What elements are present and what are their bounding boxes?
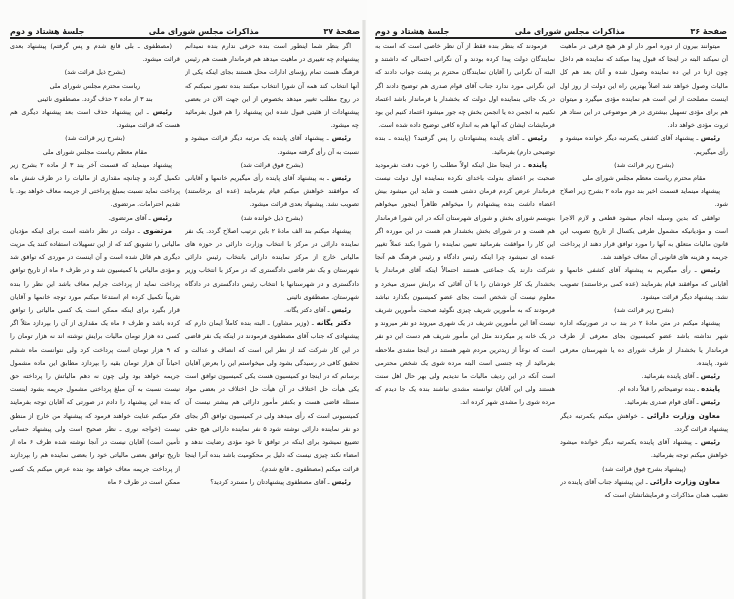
text-column-right [185, 40, 359, 577]
speaker-name: رئیس [700, 372, 720, 381]
speaker-paragraph [185, 317, 359, 475]
speaker-name: پاینده [528, 160, 547, 169]
speaker-paragraph [185, 172, 359, 212]
bracketed-note: بند ۳ از ماده ۲ حذف گردد. مصطفوی نائینی [37, 94, 153, 103]
speaker-paragraph [185, 476, 359, 489]
bracketed-note: (بشرح ذیل خوانده شد) [241, 213, 303, 222]
speaker-paragraph [375, 159, 555, 410]
speaker-separator: ـ [694, 372, 701, 381]
speech-text: (وزیر مشاور) ـ البته بنده کاملاً ایمان دارم که پیشنهادی که جناب آقای مصطفوی فرمودند در اینکه یک نفر قاضی در این کار شرکت کند از نظر این است که انصاف و عدالت و تحقیق کافی در رسیدگی بشود ولی میخواستم این را بعرض آقایان برسانم که در اینجا دو کمیسیون هست یکی کمیسیون توافق است یکی هیأت حل اختلاف در آن هیأت حل اختلاف در بعضی مواد مسئله قاضی هست و بکنفر مأمور دارائی هم بیشتر نیست آن کمیسیونی است که رأی میدهد ولی در کمیسیون توافق اگر بجای دو نفر نماینده دارائی نوشته شود ۵ نفر نماینده دارائی هیچ حقی تضییع نمیشود برای اینکه در توافق تا خود مؤدی رضایت ندهد و امضاء نکند چیزی نیست که دلیل بر محکومیت باشد بنده آنرا اینجا قرائت میکنم (مصطفوی ـ قانع شدم). [185, 319, 359, 473]
session-label: جلسهٔ هشتاد و دوم [375, 27, 450, 36]
speaker-separator: ـ [323, 134, 332, 143]
speech-text: پیشنهاد آقای پاینده یکمرتبه دیگر خوانده میشود خواهش میکنم توجه بفرمائید. [560, 438, 728, 460]
speaker-separator: ـ [146, 213, 153, 222]
speaker-paragraph [10, 106, 180, 132]
speech-text: خواهش میکنم یکمرتبه دیگر پیشنهاد قرائت گردد. [560, 411, 728, 433]
bracketed-note: (بشرح زیر قرائت شد) [614, 160, 674, 169]
bracketed-note: (پیشنهاد بشرح فوق قرائت شد) [602, 464, 686, 473]
page-header [375, 22, 727, 39]
page-header [10, 22, 360, 39]
speaker-name: دکتر یگانه [316, 319, 352, 328]
speaker-name: رئیس [331, 477, 351, 486]
speaker-paragraph [560, 370, 728, 383]
bracketed-note: مقام معظم ریاست مجلس شورای ملی [42, 147, 148, 156]
text-column-left [375, 40, 555, 577]
bracketed-note: (بشرح زیر قرائت شد) [65, 134, 125, 143]
speaker-paragraph [560, 436, 728, 462]
body-paragraph: پیشنهاد مینماید که قسمت آخر بند ۳ از ماده ۲ بشرح زیر تکمیل گردد و چنانچه مقداری از مالیات را در ظرف شش ماه پرداخت نماید نسبت بمبلغ پرداختی از جریمه معاف خواهد بود. با تقدیم احترامات. مرتضوی. [10, 160, 180, 209]
speaker-separator: ـ [309, 319, 317, 328]
speaker-name: رئیس [700, 438, 721, 447]
speech-text: آقای قوام صدری بفرمائید. [624, 398, 695, 407]
speech-text: آقای پاینده بفرمائید. [641, 372, 695, 381]
text-column-left [10, 40, 180, 577]
book-gutter [362, 20, 366, 599]
speaker-separator: ـ [520, 160, 529, 169]
page-36 [367, 0, 734, 599]
speaker-paragraph [560, 264, 728, 304]
speaker-name: معاون وزارت دارائی [646, 411, 721, 420]
speaker-separator: ـ [694, 398, 701, 407]
speaker-paragraph [185, 304, 359, 317]
body-paragraph: پیشنهاد میکنم بند الف مادهٔ ۲ باین ترتیب اصلاح گردد. یک نفر نماینده دارائی در مرکز با انتخاب وزارت دارائی در حوزه های مالیاتی خارج از مرکز نماینده دارائی بانتخاب رئیس دارائی شهرستان و یک نفر قاضی دادگستری که در مرکز با انتخاب وزیر دادگستری و در شهرستانها با انتخاب رئیس دادگستری در دادگاه شهرستان. مصطفوی نائینی [185, 226, 359, 301]
bracketed-note: (بشرح ذیل قرائت شد) [64, 68, 126, 77]
session-label: جلسهٔ هشتاد و دوم [10, 27, 85, 36]
publication-title: مذاکرات مجلس شورای ملی [514, 27, 625, 36]
body-paragraph: (مصطفوی ـ بلی قانع شدم و پس گرفتم) پیشنهاد بعدی قرائت میشود. [10, 42, 180, 64]
speech-text: پیشنهاد آقای پاینده یک مرتبه دیگر قرائت میشود و نسبت به آن رأی گرفته میشود. [185, 134, 359, 156]
speaker-paragraph [560, 396, 728, 409]
speaker-name: رئیس [527, 134, 547, 143]
speaker-name: معاون وزارت دارائی [649, 477, 721, 486]
speaker-separator: ـ [134, 226, 143, 235]
body-paragraph: اگر بنظر شما اینطور است بنده حرفی ندارم بنده نمیدانم پیشنهادم چه تغییری در ماهیت میدهد هم فرماندار هست هم رئیس فرهنگ هست تمام رؤسای ادارات محل هستند بجای اینکه یکی از آنها انتخاب کند همه آن شورا انتخاب میکنند بنده تصور نمیکنم که در روح مطلب تغییر میدهد بخصوص از این جهت الان در بعضی پیشنهادات از هئیتی قبول شده این پیشنهاد را هم قبول بفرمائید چه میشود. [185, 42, 359, 130]
body-paragraph: پیشنهاد میکنم در متن مادهٔ ۲ در بند ب در صورتیکه اداره شهر نداشته باشد عضو کمیسیون بجای معرفی از طرف فرماندار یا بخشدار از طرف شورای ده یا شهرستان معرفی شود. پاینده. [560, 319, 728, 367]
speaker-paragraph [560, 410, 728, 436]
speech-text: بنده توضیحاتم را قبلاً داده ام. [617, 385, 696, 394]
bracketed-note: (بشرح زیر قرائت شد) [614, 306, 674, 315]
speaker-name: مرتضوی [142, 226, 172, 235]
body-paragraph: پیشنهاد مینماید قسمت اخیر بند دوم ماده ۲ بشرح زیر اصلاح شود. [560, 187, 728, 209]
speech-text: دولت در نظر داشته است برای اینکه مؤدیان مالیاتی را تشویق کند که از این تسهیلات استفاده کنند یک مزیت دیگری هم قائل شده است و آن اینست در موردی که توافق شد و مؤدی مالیاتی با کمیسیون شد و در ظرف ۶ ماه از تاریخ توافق پرداخت نماید از پرداخت جرایم معاف باشد این نظر را بنده تقریباً تکمیل کرده ام استدعا میکنم مورد توجه خانمها و آقایان قرار بگیرد برای اینکه ممکن است یک کسی مالیاتی را توافق کرده باشد و ظرف ۶ ماه یک مقداری از آن را بپردازد مثلاً اگر کسی ده هزار تومان مالیات برایش نوشته اند نه هزار تومان را که ۹ هزار تومان است پرداخت کرد ولی نتوانست ماه ششم احیاناً آن هزار تومان بقیه را بپردازد مطابق این ماده مشمول جریمه خواهد بود ولی چون نه دهم مالیاتش را پرداخته حق نیست نسبت به آن مبلغ پرداختی مشمول جریمه بشود اینست که بنده این پیشنهاد را دادم در صورتی که آقایان توجه بفرمایند فکر میکنم عنایت خواهند فرمود که پیشنهاد من خارج از منطق نیست (خواجه نوری ـ نظر صحیح است ولی پیشنهاد حسابی تأمین است) آقایان نیست در آنجا نوشته شده ظرف ۶ ماه از تاریخ توافق بعضی مالیاتی خود را بعضی نماینده هم را بپردازند از پرداخت جریمه معاف خواهد بود بنده عرض میکنم یک کسی ممکن است در ظرف ۶ ماه [10, 226, 180, 486]
speaker-name: رئیس [700, 134, 721, 143]
speech-text: آقای مرتضوی. [108, 213, 147, 222]
speaker-separator: ـ [325, 477, 332, 486]
speaker-name: پاینده [701, 385, 720, 394]
speaker-separator: ـ [695, 385, 702, 394]
speech-text: آقای دکتر یگانه. [283, 306, 326, 315]
speaker-name: رئیس [152, 108, 172, 117]
speech-text: به پیشنهاد آقای پاینده رأی میگیریم خانمها و آقایانی که موافقند خواهش میکنم قیام بفرمایند (عده ای برخاستند) تصویب نشد. پیشنهاد بعدی قرائت میشود. [185, 174, 359, 209]
speaker-separator: ـ [519, 134, 528, 143]
speaker-separator: ـ [693, 134, 701, 143]
speaker-name: رئیس [700, 266, 720, 275]
speaker-paragraph [560, 383, 728, 396]
publication-title: مذاکرات مجلس شورای ملی [148, 27, 259, 36]
speech-text: آقای مصطفوی پیشنهادتان را مسترد کردید؟ [210, 477, 326, 486]
speech-text: این پیشنهاد جناب آقای پاینده در تعقیب همان مذاکرات و فرمایشاتشان است که [560, 477, 728, 499]
body-paragraph: میتوانند بیرون از دوره امور دار او هر هیچ فرقی در ماهیت آن نمیکند البته در اینجا که قبول پیدا میکند که نماینده هم داخل چون ازنا در این ده نماینده وصول شده و آنان بعد هم کل مالیات وصول خواهد شد اصلاً بهترین راه این دولت از روز اول اینست مصلحت از این است هم نماینده مؤدی میگیرد و میتوان هم برای مؤدی تسهیل بیشتری در هر موضوعی در این ستاد هر ثروت مؤدی خواهد داد. [560, 42, 728, 130]
speaker-paragraph [560, 132, 728, 158]
speaker-name: رئیس [331, 134, 351, 143]
speaker-name: رئیس [331, 306, 351, 315]
bracketed-note: (بشرح فوق قرائت شد) [240, 160, 304, 169]
text-column-right [560, 40, 728, 577]
speech-text: آقای پاینده پیشنهادتان را پس گرفتید؟ (پاینده ـ بنده توضیحی دارم) بفرمائید. [375, 134, 555, 156]
speech-text: این پیشنهاد حذف است بعد پیشنهاد دیگری هم هست که قرائت میشود. [10, 108, 180, 130]
bracketed-note: مقام محترم ریاست معظم مجلس شورای ملی [582, 174, 706, 183]
speaker-separator: ـ [637, 411, 647, 420]
page-number: صفحهٔ ۳۶ [690, 27, 727, 36]
speaker-paragraph [560, 476, 728, 502]
speech-text: پیشنهاد آقای کشفی یکمرتبه دیگر خوانده میشود و رأی میگیریم. [560, 134, 728, 156]
speech-text: در اینجا مثل اینکه اولاً مطلب را خوب دقت نفرمودید صحبت بر اعضای بدولت باخدای نکرده بنماینده اول دولت نیست فرماندار عرض کردم فرمان دشتی هست و شاید این میشود بیش اعضاء داشت بنده پیشنهادم را میخواهم ظاهراً اینجور میخواهم بنویسم شورای بخش و شورای شهرستان آنکه در این شورا فرماندار هم هست و در شورای بخش بخشدار هم هست در این مورده اگر این کار را موافقت بفرمائید تعیین نماینده را شورا بکند عملاً تغییر عمده ای نمیشود چرا اینکه رئیس دادگاه و رئیس فرهنگ هم آنجا شرکت دارند یک جماعتی هستند احتمالاً اینکه آقای فرماندار یا بخشدار یک کار خودشان را با آن آقائی که برایش سبزی میخرد و معلوم نیست آن شخص است بجای عضو کمیسیون بگذارد نباشد فرمودند که به مأمورین شریف چیزی نگوئید صحبت مأمورین شریف نیست آقا این مأمورین شریف در یک شهری میروند دو نفر میروند و در یک خانه پر میکردند مثل این مأمور شریف هم دست این دو نفر است که نوعاً از زیدترین مردم شهر هستند در اینجا مشدی ملاحظه بفرمائید از چه جنسی است البته مرده شوی یک شخص محترمی است آنکه در این ردیف مالیات ما ندیدیم ولی بهر حال اهل سنت هستند ولی این آقایان توانسته مشدی نباشند بنده یک جا دیدم که مرده شوی را مشدی شهر کرده اند. [375, 160, 555, 407]
speaker-separator: ـ [690, 266, 701, 275]
speaker-separator: ـ [325, 306, 332, 315]
speaker-separator: ـ [691, 438, 701, 447]
speaker-paragraph [10, 225, 180, 489]
speaker-paragraph [185, 132, 359, 158]
speech-text: رأی میگیریم به پیشنهاد آقای کشفی خانمها و آقایانی که موافقند قیام بفرمایند (عده کمی برخاستند) تصویب نشد. پیشنهاد دیگر قرائت میشود. [560, 266, 728, 301]
speaker-name: رئیس [331, 174, 352, 183]
speaker-paragraph [375, 132, 555, 158]
speaker-separator: ـ [324, 174, 332, 183]
body-paragraph: توافقی که بدین وسیله انجام میشود قطعی و لازم الاجرا است و مؤدیانیکه مشمول طرفی یکسال از تاریخ تصویب این قانون مالیات متعلق به آنها را مورد توافق قرار دهند از پرداخت جریمه و هزینه های قانونی آن معاف خواهند شد. [560, 213, 728, 262]
body-paragraph: فرمودند که بنظر بنده فقط از آن نظر خاصی است که است به نمایندگان دولت پیدا کرده بودند و آن نگرانی احتمالی که داشتند و البته آن نگرانی را آقایان نمایندگان محترم بر پشت جواب دادند که این نگرانی مورد ندارد جناب آقای قوام صدری هم توضیح دادند اگر در یک جائی بنماینده اول دولت که بخشدار یا فرماندار باشد اعتماد نکنیم به انجمن ده یا انجمن بخش چه جور میشود اعتماد کنیم این بود فرمایشات ایشان که آنها هم به اندازه کافی توضیح داده شده است. [375, 42, 555, 130]
speaker-separator: ـ [143, 108, 153, 117]
bracketed-note: ریاست محترم مجلس شورای ملی [49, 81, 141, 90]
page-number: صفحهٔ ۳۷ [323, 27, 360, 36]
speaker-paragraph [10, 212, 180, 225]
speaker-name: رئیس [700, 398, 720, 407]
speaker-name: رئیس [152, 213, 172, 222]
speaker-separator: ـ [643, 477, 650, 486]
